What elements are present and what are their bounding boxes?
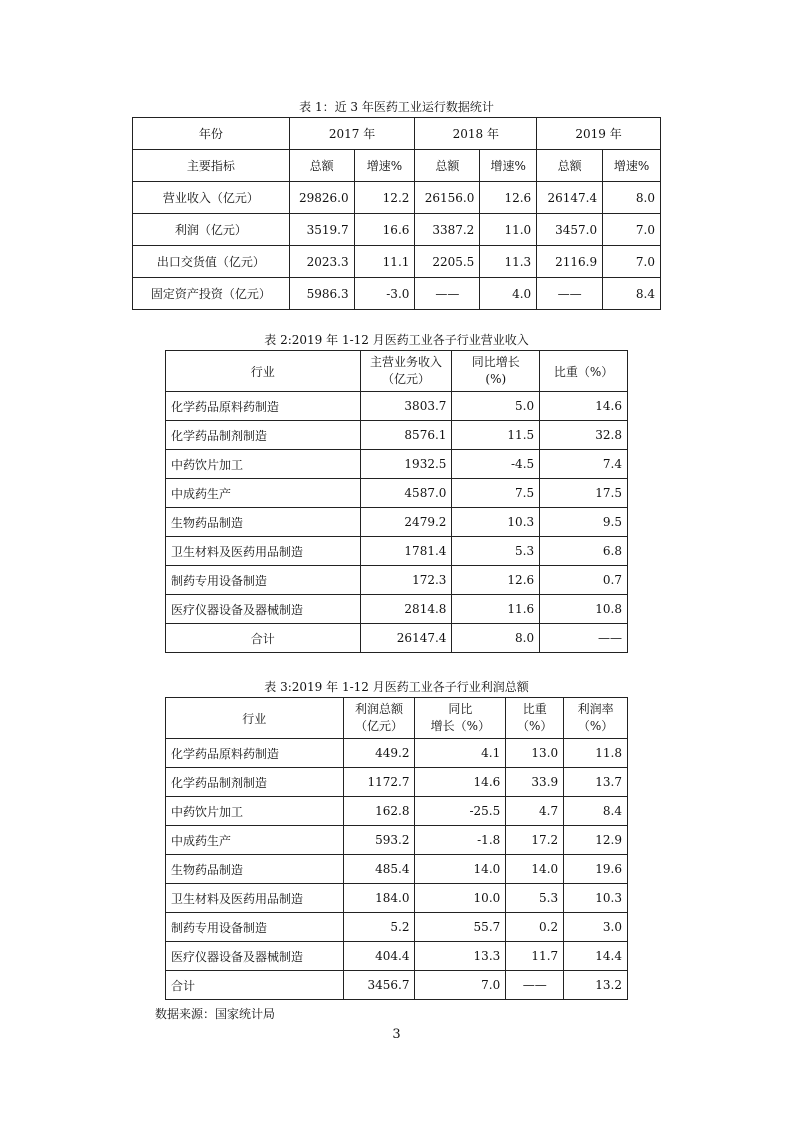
table1-caption: 表 1：近 3 年医药工业运行数据统计 <box>299 100 494 114</box>
cell: 26147.4 <box>537 182 603 214</box>
cell: 4.1 <box>415 739 506 768</box>
growth-header-line2: 增长（%） <box>430 719 491 733</box>
row-label: 化学药品原料药制造 <box>166 392 361 421</box>
cell: 33.9 <box>506 768 564 797</box>
revenue-header-line2: （亿元） <box>381 372 430 386</box>
table-row <box>133 150 661 182</box>
cell: 12.6 <box>480 182 537 214</box>
row-label: 营业收入（亿元） <box>133 182 290 214</box>
row-label: 化学药品制剂制造 <box>166 421 361 450</box>
cell: 0.7 <box>540 566 628 595</box>
table-row <box>166 595 628 624</box>
cell: 7.4 <box>540 450 628 479</box>
profit-header-line2: （亿元） <box>355 719 404 733</box>
table-row <box>166 450 628 479</box>
row-label: 医疗仪器设备及器械制造 <box>166 595 361 624</box>
cell: 7.0 <box>603 214 661 246</box>
row-label: 卫生材料及医药用品制造 <box>166 884 344 913</box>
cell: 13.7 <box>564 768 628 797</box>
table-row <box>166 855 628 884</box>
cell: 10.8 <box>540 595 628 624</box>
cell: —— <box>537 278 603 310</box>
margin-header-line2: （%） <box>577 719 614 733</box>
cell: 11.8 <box>564 739 628 768</box>
cell: 184.0 <box>343 884 415 913</box>
cell: 7.0 <box>415 971 506 1000</box>
year-2019: 2019 年 <box>537 118 661 150</box>
data-source-note: 数据来源：国家统计局 <box>155 1007 276 1021</box>
table2-caption: 表 2:2019 年 1-12 月医药工业各子行业营业收入 <box>264 333 529 347</box>
table-row <box>166 826 628 855</box>
row-label: 中药饮片加工 <box>166 797 344 826</box>
profit-header <box>343 698 415 739</box>
table-row <box>166 421 628 450</box>
cell: 1932.5 <box>360 450 452 479</box>
cell: 3519.7 <box>289 214 354 246</box>
table-row-total <box>166 971 628 1000</box>
cell: 11.0 <box>480 214 537 246</box>
table-row-total <box>166 624 628 653</box>
total-header: 总额 <box>289 150 354 182</box>
cell: 0.2 <box>506 913 564 942</box>
cell: -1.8 <box>415 826 506 855</box>
cell: 4587.0 <box>360 479 452 508</box>
table-row <box>166 797 628 826</box>
table-row <box>166 392 628 421</box>
cell: 8576.1 <box>360 421 452 450</box>
row-label: 生物药品制造 <box>166 508 361 537</box>
table-row <box>166 698 628 739</box>
growth-header: 增速% <box>480 150 537 182</box>
page-number: 3 <box>392 1027 401 1042</box>
cell: 4.7 <box>506 797 564 826</box>
cell: 16.6 <box>354 214 415 246</box>
revenue-header-line1: 主营业务收入 <box>369 355 442 369</box>
total-header: 总额 <box>537 150 603 182</box>
cell: 11.5 <box>452 421 540 450</box>
table-row <box>166 351 628 392</box>
table-row <box>166 884 628 913</box>
table-row <box>133 214 661 246</box>
cell: 11.3 <box>480 246 537 278</box>
cell: 12.2 <box>354 182 415 214</box>
share-header <box>506 698 564 739</box>
cell: 14.4 <box>564 942 628 971</box>
cell: 2814.8 <box>360 595 452 624</box>
cell: 32.8 <box>540 421 628 450</box>
cell: 8.4 <box>603 278 661 310</box>
cell: 14.6 <box>415 768 506 797</box>
cell: 11.7 <box>506 942 564 971</box>
row-label: 中成药生产 <box>166 479 361 508</box>
cell: 404.4 <box>343 942 415 971</box>
cell: 5.0 <box>452 392 540 421</box>
cell: -25.5 <box>415 797 506 826</box>
cell: 3387.2 <box>415 214 480 246</box>
cell: —— <box>540 624 628 653</box>
cell: 12.6 <box>452 566 540 595</box>
row-label: 固定资产投资（亿元） <box>133 278 290 310</box>
cell: 10.3 <box>564 884 628 913</box>
cell: 3456.7 <box>343 971 415 1000</box>
cell: —— <box>415 278 480 310</box>
cell: 10.3 <box>452 508 540 537</box>
cell: 8.0 <box>452 624 540 653</box>
cell: 7.5 <box>452 479 540 508</box>
cell: 12.9 <box>564 826 628 855</box>
cell: 5.3 <box>452 537 540 566</box>
cell: —— <box>506 971 564 1000</box>
table-row <box>166 479 628 508</box>
share-header-line1: 比重 <box>522 702 547 716</box>
cell: 162.8 <box>343 797 415 826</box>
growth-header <box>452 351 540 392</box>
cell: -3.0 <box>354 278 415 310</box>
cell: 5986.3 <box>289 278 354 310</box>
table-row <box>166 913 628 942</box>
year-header: 年份 <box>133 118 290 150</box>
cell: 4.0 <box>480 278 537 310</box>
cell: 2479.2 <box>360 508 452 537</box>
growth-header: 增速% <box>603 150 661 182</box>
growth-header-line1: 同比 <box>448 702 473 716</box>
row-label: 合计 <box>166 624 361 653</box>
cell: 11.1 <box>354 246 415 278</box>
profit-header-line1: 利润总额 <box>355 702 404 716</box>
cell: 26156.0 <box>415 182 480 214</box>
indicator-header: 主要指标 <box>133 150 290 182</box>
share-header: 比重（%） <box>540 351 628 392</box>
industry-header: 行业 <box>166 698 344 739</box>
table-row <box>166 942 628 971</box>
cell: 7.0 <box>603 246 661 278</box>
growth-header <box>415 698 506 739</box>
industry-header: 行业 <box>166 351 361 392</box>
cell: 1781.4 <box>360 537 452 566</box>
cell: 26147.4 <box>360 624 452 653</box>
cell: 6.8 <box>540 537 628 566</box>
margin-header-line1: 利润率 <box>577 702 614 716</box>
table1 <box>132 117 661 310</box>
year-2017: 2017 年 <box>289 118 415 150</box>
margin-header <box>564 698 628 739</box>
total-header: 总额 <box>415 150 480 182</box>
cell: 17.5 <box>540 479 628 508</box>
row-label: 合计 <box>166 971 344 1000</box>
cell: 5.2 <box>343 913 415 942</box>
cell: 2116.9 <box>537 246 603 278</box>
row-label: 出口交货值（亿元） <box>133 246 290 278</box>
table-row <box>166 739 628 768</box>
cell: 10.0 <box>415 884 506 913</box>
table-row <box>133 246 661 278</box>
cell: 17.2 <box>506 826 564 855</box>
cell: 3.0 <box>564 913 628 942</box>
row-label: 利润（亿元） <box>133 214 290 246</box>
cell: 13.3 <box>415 942 506 971</box>
row-label: 医疗仪器设备及器械制造 <box>166 942 344 971</box>
table-row <box>166 566 628 595</box>
table-row <box>166 537 628 566</box>
year-2018: 2018 年 <box>415 118 537 150</box>
cell: 29826.0 <box>289 182 354 214</box>
cell: 485.4 <box>343 855 415 884</box>
cell: 8.4 <box>564 797 628 826</box>
row-label: 生物药品制造 <box>166 855 344 884</box>
table3 <box>165 697 628 1000</box>
cell: 55.7 <box>415 913 506 942</box>
cell: 14.6 <box>540 392 628 421</box>
table2 <box>165 350 628 653</box>
row-label: 化学药品原料药制造 <box>166 739 344 768</box>
cell: 19.6 <box>564 855 628 884</box>
cell: 2023.3 <box>289 246 354 278</box>
cell: 14.0 <box>415 855 506 884</box>
table-row <box>133 182 661 214</box>
cell: 13.0 <box>506 739 564 768</box>
growth-header: 增速% <box>354 150 415 182</box>
share-header-line2: （%） <box>517 719 553 733</box>
table-row <box>166 768 628 797</box>
cell: 13.2 <box>564 971 628 1000</box>
cell: 2205.5 <box>415 246 480 278</box>
cell: 593.2 <box>343 826 415 855</box>
cell: 3803.7 <box>360 392 452 421</box>
cell: 9.5 <box>540 508 628 537</box>
cell: 14.0 <box>506 855 564 884</box>
table-row <box>133 278 661 310</box>
cell: 11.6 <box>452 595 540 624</box>
table3-caption: 表 3:2019 年 1-12 月医药工业各子行业利润总额 <box>264 680 529 694</box>
revenue-header <box>360 351 452 392</box>
table-row <box>133 118 661 150</box>
cell: 449.2 <box>343 739 415 768</box>
cell: 8.0 <box>603 182 661 214</box>
growth-header-line2: (%) <box>485 372 507 386</box>
cell: 3457.0 <box>537 214 603 246</box>
row-label: 制药专用设备制造 <box>166 566 361 595</box>
cell: 172.3 <box>360 566 452 595</box>
cell: 1172.7 <box>343 768 415 797</box>
row-label: 中药饮片加工 <box>166 450 361 479</box>
table-row <box>166 508 628 537</box>
row-label: 制药专用设备制造 <box>166 913 344 942</box>
row-label: 化学药品制剂制造 <box>166 768 344 797</box>
row-label: 卫生材料及医药用品制造 <box>166 537 361 566</box>
growth-header-line1: 同比增长 <box>471 355 520 369</box>
cell: -4.5 <box>452 450 540 479</box>
cell: 5.3 <box>506 884 564 913</box>
row-label: 中成药生产 <box>166 826 344 855</box>
